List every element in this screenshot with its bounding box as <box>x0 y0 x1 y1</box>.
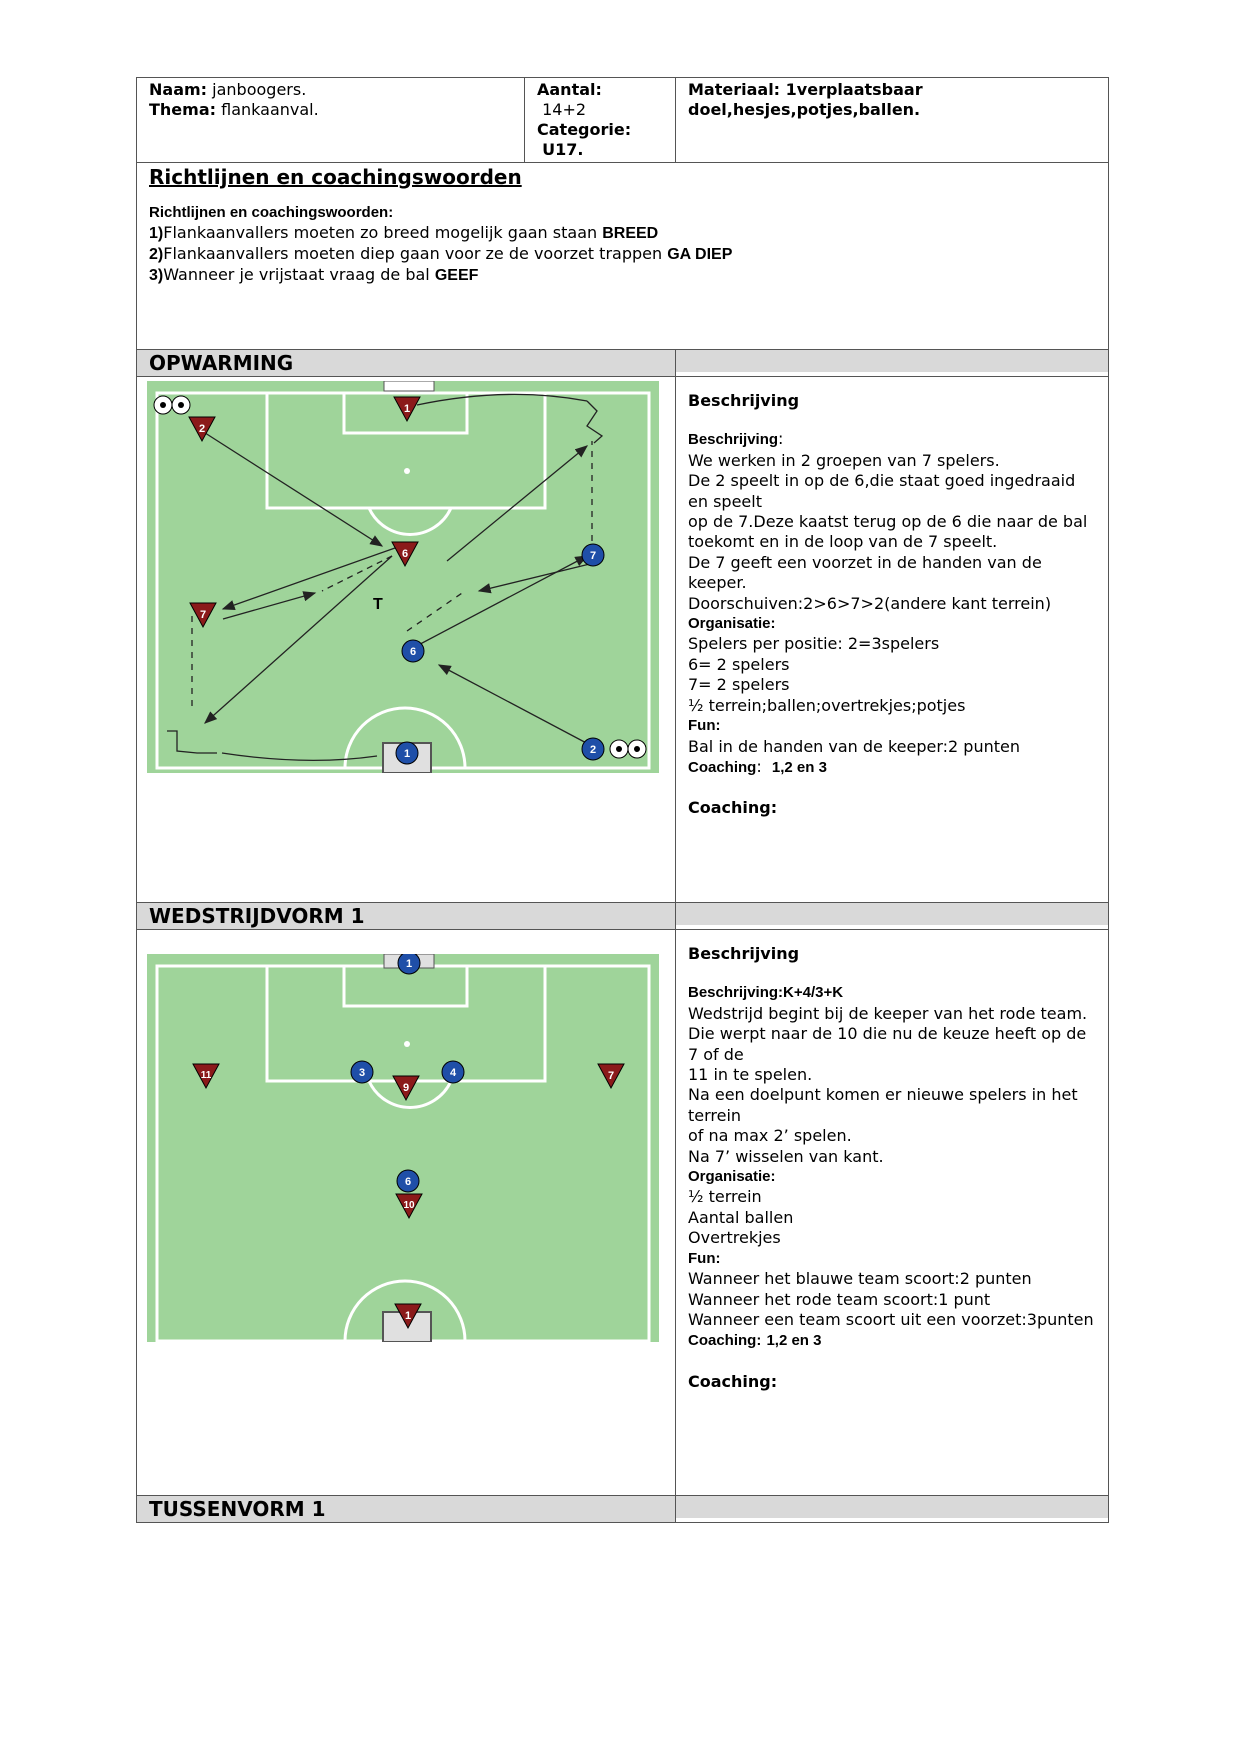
blue-player-2 <box>582 738 604 760</box>
desc-line: Die werpt naar de 10 die nu de keuze heeft op de 7 of de <box>688 1024 1087 1064</box>
section-title: TUSSENVORM 1 <box>137 1496 675 1522</box>
coaching-heading: Coaching: <box>688 798 778 818</box>
guideline-item: 3)Wanneer je vrijstaat vraag de bal GEEF <box>149 265 479 284</box>
svg-text:1: 1 <box>404 1310 412 1322</box>
blue-player-1 <box>398 954 420 974</box>
fun-line: Wanneer een team scoort uit een voorzet:3punten <box>688 1309 1094 1329</box>
org-line: 6= 2 spelers <box>688 654 790 674</box>
fun-line: Bal in de handen van de keeper:2 punten <box>688 736 1020 756</box>
opwarming-field-cell <box>137 377 676 903</box>
desc-line: Na 7’ wisselen van kant. <box>688 1146 884 1166</box>
coaching-value: 1,2 en 3 <box>766 1332 822 1350</box>
svg-text:6: 6 <box>401 548 409 560</box>
blue-player-6 <box>397 1170 419 1192</box>
wedstrijdvorm-field-diagram <box>147 954 659 1342</box>
thema-label: Thema: <box>149 100 217 119</box>
guidelines-title: Richtlijnen en coachingswoorden <box>149 165 522 189</box>
wedstrijdvorm-header <box>137 903 676 930</box>
header-materiaal-cell <box>676 78 1109 163</box>
blue-player-3 <box>351 1061 373 1083</box>
svg-text:6: 6 <box>404 1176 412 1188</box>
svg-text:1: 1 <box>403 403 411 415</box>
coaching-heading: Coaching: <box>688 1371 778 1391</box>
fun-line: Wanneer het blauwe team scoort:2 punten <box>688 1269 1032 1289</box>
description-label: Beschrijving <box>688 431 779 449</box>
org-line: Spelers per positie: 2=3spelers <box>688 634 940 654</box>
svg-text:2: 2 <box>198 423 206 435</box>
coaching-value: 1,2 en 3 <box>771 758 827 776</box>
aantal-value: 14+2 <box>542 100 587 119</box>
training-sheet <box>136 77 1108 1523</box>
svg-text:1: 1 <box>405 958 413 970</box>
svg-text:7: 7 <box>607 1070 615 1082</box>
thema-value: flankaanval. <box>221 100 319 119</box>
guidelines-cell <box>137 163 1109 350</box>
description-label: Beschrijving: <box>688 984 784 1002</box>
section-title: WEDSTRIJDVORM 1 <box>137 903 675 929</box>
ball-icon <box>172 396 190 414</box>
categorie-label: Categorie: <box>537 120 632 139</box>
goal-top <box>384 381 434 391</box>
org-line: ½ terrein;ballen;overtrekjes;potjes <box>688 695 966 715</box>
guidelines-subtitle: Richtlijnen en coachingswoorden: <box>149 204 394 221</box>
wedstrijdvorm-field-cell <box>137 930 676 1496</box>
wedstrijdvorm-header-right <box>676 903 1109 930</box>
fun-label: Fun: <box>688 717 721 735</box>
svg-text:7: 7 <box>589 550 597 562</box>
guideline-item: 2)Flankaanvallers moeten diep gaan voor ze de voorzet trappen GA DIEP <box>149 244 733 263</box>
pitch <box>147 381 659 773</box>
ball-icon <box>154 396 172 414</box>
wedstrijdvorm-description-cell <box>676 930 1109 1496</box>
tussenvorm-header-right <box>676 1496 1109 1523</box>
blue-player-7 <box>582 544 604 566</box>
description-heading: Beschrijving <box>688 944 800 963</box>
svg-text:6: 6 <box>409 646 417 658</box>
opwarming-field-diagram <box>147 381 659 773</box>
opwarming-header <box>137 350 676 377</box>
blue-player-6 <box>402 640 424 662</box>
header-naam-cell <box>137 78 525 163</box>
desc-line: De 2 speelt in op de 6,die staat goed ingedraaid en speelt <box>688 471 1076 511</box>
svg-text:1: 1 <box>403 748 411 760</box>
desc-line: We werken in 2 groepen van 7 spelers. <box>688 450 1000 470</box>
description-heading: Beschrijving <box>688 391 800 410</box>
aantal-label: Aantal: <box>537 80 602 99</box>
svg-text:11: 11 <box>200 1070 212 1081</box>
guideline-item: 1)Flankaanvallers moeten zo breed mogelijk gaan staan BREED <box>149 223 659 242</box>
org-line: Overtrekjes <box>688 1228 781 1248</box>
desc-line: Wedstrijd begint bij de keeper van het rode team. <box>688 1003 1088 1023</box>
desc-line: Na een doelpunt komen er nieuwe spelers in het terrein <box>688 1085 1078 1125</box>
org-line: ½ terrein <box>688 1187 762 1207</box>
svg-text:7: 7 <box>199 609 207 621</box>
desc-line: toekomt en in de loop van de 7 speelt. <box>688 532 998 552</box>
organisatie-label: Organisatie: <box>688 1168 776 1186</box>
tee-label: T <box>373 596 383 613</box>
categorie-value: U17. <box>542 140 584 159</box>
blue-player-1 <box>396 742 418 764</box>
header-aantal-cell <box>525 78 676 163</box>
desc-line: De 7 geeft een voorzet in de handen van de keeper. <box>688 552 1042 593</box>
desc-line: 11 in te spelen. <box>688 1065 813 1085</box>
description-label-extra: K+4/3+K <box>783 984 844 1002</box>
materiaal-label: Materiaal: <box>688 80 781 99</box>
desc-line: of na max 2’ spelen. <box>688 1126 852 1146</box>
coaching-label: Coaching: <box>688 1332 762 1350</box>
org-line: Aantal ballen <box>688 1207 794 1227</box>
materiaal-value: 1verplaatsbaar doel,hesjes,potjes,ballen. <box>688 80 923 119</box>
tussenvorm-header <box>137 1496 676 1523</box>
pitch <box>147 954 659 1342</box>
section-title: OPWARMING <box>137 350 675 376</box>
org-line: 7= 2 spelers <box>688 675 790 695</box>
svg-text:10: 10 <box>403 1200 415 1211</box>
blue-player-4 <box>442 1061 464 1083</box>
naam-label: Naam: <box>149 80 208 99</box>
ball-icon <box>610 740 628 758</box>
opwarming-header-right <box>676 350 1109 377</box>
desc-line: op de 7.Deze kaatst terug op de 6 die naar de bal <box>688 512 1088 532</box>
naam-value: janboogers. <box>212 80 307 99</box>
svg-text:2: 2 <box>589 744 597 756</box>
svg-text:3: 3 <box>358 1067 366 1079</box>
svg-text:9: 9 <box>402 1082 410 1094</box>
coaching-label: Coaching <box>688 758 757 776</box>
fun-line: Wanneer het rode team scoort:1 punt <box>688 1289 991 1309</box>
opwarming-description-cell: Beschrijving Beschrijving: We werken in 2 groepen van 7 spelers. De 2 speelt in op de 6,die staat goed ingedraaid en speelt op de 7.Deze kaatst terug op de 6 die naar de bal toekomt en in de loop van de 7 speelt. De 7 geeft een voorzet in de handen van de keeper. Doorschuiven:2>6>7>2(andere kant terrein) Organisatie: Spelers per positie: 2=3spelers 6= 2 spelers 7= 2 spelers ½ terrein;ballen;overtrekjes;potjes Fun: Bal in de handen van de keeper:2 punten Coaching: 1,2 en 3 Coaching: <box>676 377 1109 903</box>
svg-text:4: 4 <box>449 1067 457 1079</box>
ball-icon <box>628 740 646 758</box>
organisatie-label: Organisatie: <box>688 615 776 633</box>
fun-label: Fun: <box>688 1249 721 1267</box>
training-table <box>136 77 1109 1523</box>
desc-line: Doorschuiven:2>6>7>2(andere kant terrein) <box>688 593 1052 613</box>
